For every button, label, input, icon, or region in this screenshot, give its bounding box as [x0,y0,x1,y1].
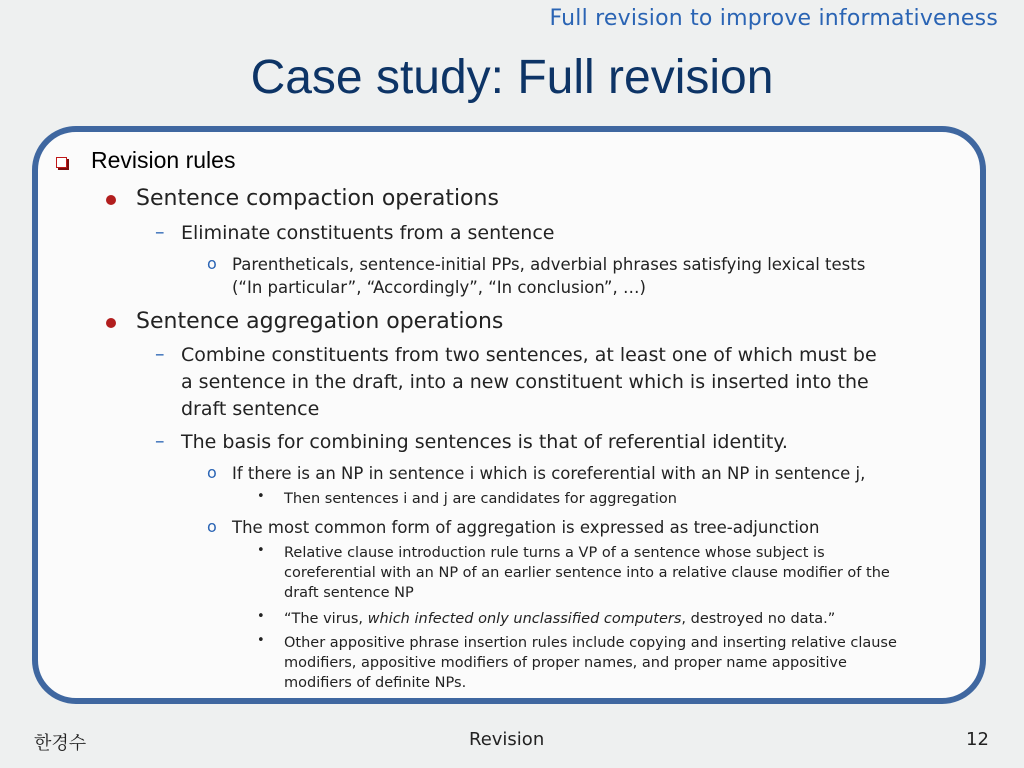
circle-bullet-icon: o [207,517,217,536]
aggregation-label: Sentence aggregation operations [136,309,504,334]
footer-topic: Revision [469,729,545,750]
dash-bullet-icon: – [155,221,165,243]
example-open: “The virus, [284,611,368,627]
dash-bullet-icon: – [155,343,165,365]
page-number: 12 [966,729,989,750]
basis-text: The basis for combining sentences is that of referential identity. [181,431,788,453]
compaction-sub: Eliminate constituents from a sentence [181,222,555,244]
small-bullet-icon: • [257,543,265,558]
example-close: , destroyed no data.” [681,611,836,627]
dot-bullet-icon [106,195,116,205]
example-italic: which infected only unclassified computers [367,611,682,627]
compaction-detail-1: Parentheticals, sentence-initial PPs, adverbial phrases satisfying lexical tests [232,255,866,274]
relative-line-2: coreferential with an NP of an earlier sentence into a relative clause modifier of the [284,565,890,581]
relative-line-1: Relative clause introduction rule turns a VP of a sentence whose subject is [284,545,825,561]
combine-line-3: draft sentence [181,398,320,420]
common-form-text: The most common form of aggregation is expressed as tree-adjunction [232,518,820,537]
circle-bullet-icon: o [207,463,217,482]
dash-bullet-icon: – [155,430,165,452]
dot-bullet-icon [106,318,116,328]
relative-line-3: draft sentence NP [284,585,414,601]
footer-author: 한경수 [34,733,87,754]
appositive-line-1: Other appositive phrase insertion rules include copying and inserting relative clause [284,635,897,651]
np-rule-text: If there is an NP in sentence i which is coreferential with an NP in sentence j, [232,464,866,483]
combine-line-1: Combine constituents from two sentences, at least one of which must be [181,344,877,366]
circle-bullet-icon: o [207,254,217,273]
slide-title: Case study: Full revision [250,51,774,104]
example-sentence [284,609,835,630]
compaction-detail-2: (“In particular”, “Accordingly”, “In conclusion”, …) [232,278,646,297]
compaction-label: Sentence compaction operations [136,186,499,211]
square-bullet-icon [56,157,67,168]
appositive-line-2: modifiers, appositive modifiers of proper names, and proper name appositive [284,655,847,671]
small-bullet-icon: • [257,633,265,648]
combine-line-2: a sentence in the draft, into a new constituent which is inserted into the [181,371,869,393]
appositive-line-3: modifiers of definite NPs. [284,675,467,691]
np-then-text: Then sentences i and j are candidates for aggregation [284,491,677,507]
small-bullet-icon: • [257,609,265,624]
small-bullet-icon: • [257,489,265,504]
revision-rules-heading: Revision rules [91,147,236,173]
section-tag: Full revision to improve informativeness [549,6,998,31]
